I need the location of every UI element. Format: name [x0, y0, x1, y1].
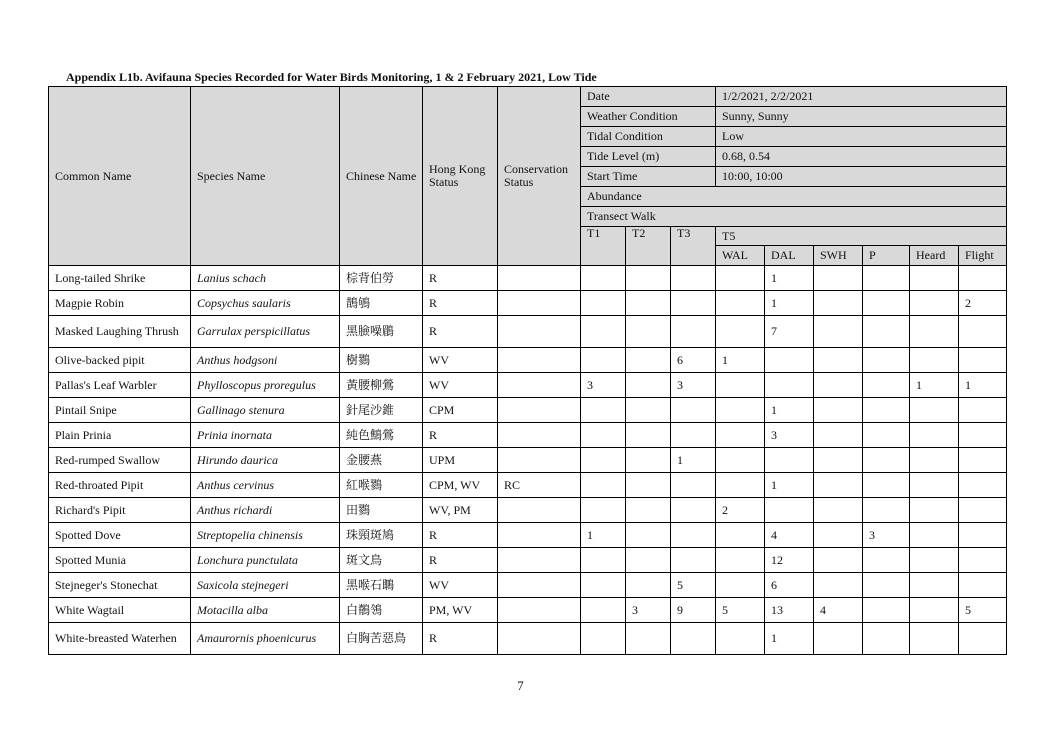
flight-count-cell [959, 348, 1007, 373]
hk-status-cell: R [423, 548, 498, 573]
chinese-name-cell: 純色鷦鶯 [340, 423, 423, 448]
meta-label-weather: Weather Condition [581, 107, 716, 127]
heard-count-cell [910, 573, 959, 598]
wal-count-cell [716, 473, 765, 498]
t3-count-cell [671, 473, 716, 498]
p-count-cell [863, 598, 910, 623]
t1-count-cell [581, 291, 626, 316]
species-name-cell: Amaurornis phoenicurus [191, 623, 340, 655]
transect-header-t2: T2 [626, 227, 671, 266]
flight-count-cell [959, 623, 1007, 655]
hk-status-cell: PM, WV [423, 598, 498, 623]
swh-count-cell [814, 623, 863, 655]
conservation-status-cell [498, 498, 581, 523]
hk-status-cell: UPM [423, 448, 498, 473]
common-name-cell: Red-throated Pipit [49, 473, 191, 498]
p-count-cell [863, 473, 910, 498]
table-row [49, 348, 1007, 373]
species-name-cell: Copsychus saularis [191, 291, 340, 316]
dal-count-cell: 1 [765, 398, 814, 423]
t3-count-cell [671, 523, 716, 548]
wal-count-cell [716, 573, 765, 598]
common-name-cell: Stejneger's Stonechat [49, 573, 191, 598]
table-row [49, 623, 1007, 655]
t3-count-cell [671, 623, 716, 655]
subcol-header-heard: Heard [910, 246, 959, 266]
t2-count-cell [626, 423, 671, 448]
p-count-cell [863, 448, 910, 473]
chinese-name-cell: 田鷚 [340, 498, 423, 523]
subcol-header-p: P [863, 246, 910, 266]
flight-count-cell [959, 498, 1007, 523]
table-row [49, 573, 1007, 598]
swh-count-cell: 4 [814, 598, 863, 623]
hk-status-cell: R [423, 291, 498, 316]
t3-count-cell [671, 423, 716, 448]
swh-count-cell [814, 398, 863, 423]
meta-value-date: 1/2/2021, 2/2/2021 [716, 87, 1007, 107]
t1-count-cell [581, 316, 626, 348]
wal-count-cell [716, 548, 765, 573]
heard-count-cell [910, 598, 959, 623]
dal-count-cell: 1 [765, 291, 814, 316]
page-number: 7 [517, 678, 524, 693]
meta-label-date: Date [581, 87, 716, 107]
hk-status-cell: R [423, 266, 498, 291]
subcol-header-wal: WAL [716, 246, 765, 266]
t3-count-cell [671, 266, 716, 291]
swh-count-cell [814, 266, 863, 291]
t1-count-cell: 3 [581, 373, 626, 398]
chinese-name-cell: 斑文鳥 [340, 548, 423, 573]
species-name-cell: Lanius schach [191, 266, 340, 291]
p-count-cell [863, 548, 910, 573]
species-name-cell: Saxicola stejnegeri [191, 573, 340, 598]
dal-count-cell: 3 [765, 423, 814, 448]
heard-count-cell [910, 266, 959, 291]
swh-count-cell [814, 448, 863, 473]
common-name-cell: Long-tailed Shrike [49, 266, 191, 291]
heard-count-cell [910, 348, 959, 373]
t2-count-cell [626, 266, 671, 291]
chinese-name-cell: 珠頸斑鳩 [340, 523, 423, 548]
species-name-cell: Phylloscopus proregulus [191, 373, 340, 398]
transect-header-t1: T1 [581, 227, 626, 266]
swh-count-cell [814, 573, 863, 598]
conservation-status-cell [498, 316, 581, 348]
t3-count-cell [671, 316, 716, 348]
swh-count-cell [814, 373, 863, 398]
dal-count-cell: 7 [765, 316, 814, 348]
heard-count-cell [910, 498, 959, 523]
flight-count-cell [959, 448, 1007, 473]
common-name-cell: Olive-backed pipit [49, 348, 191, 373]
t3-count-cell [671, 548, 716, 573]
dal-count-cell: 13 [765, 598, 814, 623]
flight-count-cell [959, 473, 1007, 498]
p-count-cell [863, 373, 910, 398]
species-name-cell: Prinia inornata [191, 423, 340, 448]
conservation-status-cell [498, 548, 581, 573]
wal-count-cell: 5 [716, 598, 765, 623]
t1-count-cell [581, 473, 626, 498]
t1-count-cell [581, 423, 626, 448]
flight-count-cell [959, 266, 1007, 291]
conservation-status-cell: RC [498, 473, 581, 498]
table-row [49, 398, 1007, 423]
common-name-cell: Pallas's Leaf Warbler [49, 373, 191, 398]
t1-count-cell [581, 548, 626, 573]
dal-count-cell: 6 [765, 573, 814, 598]
wal-count-cell: 1 [716, 348, 765, 373]
meta-label-start-time: Start Time [581, 167, 716, 187]
t2-count-cell [626, 573, 671, 598]
chinese-name-cell: 黑臉噪鶥 [340, 316, 423, 348]
table-row [49, 266, 1007, 291]
conservation-status-cell [498, 373, 581, 398]
flight-count-cell [959, 398, 1007, 423]
species-table [48, 86, 1007, 655]
t3-count-cell: 9 [671, 598, 716, 623]
t3-count-cell: 3 [671, 373, 716, 398]
flight-count-cell [959, 316, 1007, 348]
swh-count-cell [814, 473, 863, 498]
hk-status-cell: CPM [423, 398, 498, 423]
wal-count-cell [716, 523, 765, 548]
p-count-cell [863, 623, 910, 655]
common-name-cell: Red-rumped Swallow [49, 448, 191, 473]
t3-count-cell [671, 291, 716, 316]
meta-value-tidal: Low [716, 127, 1007, 147]
t3-count-cell: 6 [671, 348, 716, 373]
heard-count-cell [910, 316, 959, 348]
species-name-cell: Garrulax perspicillatus [191, 316, 340, 348]
swh-count-cell [814, 423, 863, 448]
flight-count-cell [959, 573, 1007, 598]
col-header-common-name: Common Name [49, 87, 191, 266]
heard-count-cell [910, 448, 959, 473]
swh-count-cell [814, 548, 863, 573]
heard-count-cell [910, 548, 959, 573]
heard-count-cell [910, 473, 959, 498]
t2-count-cell [626, 448, 671, 473]
wal-count-cell [716, 423, 765, 448]
t2-count-cell: 3 [626, 598, 671, 623]
col-header-species-name: Species Name [191, 87, 340, 266]
swh-count-cell [814, 523, 863, 548]
flight-count-cell: 5 [959, 598, 1007, 623]
conservation-status-cell [498, 398, 581, 423]
dal-count-cell: 1 [765, 623, 814, 655]
t1-count-cell [581, 348, 626, 373]
chinese-name-cell: 鵲鴝 [340, 291, 423, 316]
hk-status-cell: CPM, WV [423, 473, 498, 498]
flight-count-cell [959, 423, 1007, 448]
transect-header-t5: T5 [716, 227, 1007, 246]
meta-value-tide-level: 0.68, 0.54 [716, 147, 1007, 167]
dal-count-cell: 12 [765, 548, 814, 573]
t1-count-cell [581, 573, 626, 598]
hk-status-cell: WV [423, 573, 498, 598]
flight-count-cell: 1 [959, 373, 1007, 398]
species-name-cell: Lonchura punctulata [191, 548, 340, 573]
t2-count-cell [626, 498, 671, 523]
p-count-cell [863, 573, 910, 598]
common-name-cell: White-breasted Waterhen [49, 623, 191, 655]
col-header-conservation-status: Conservation Status [498, 87, 581, 266]
common-name-cell: Pintail Snipe [49, 398, 191, 423]
swh-count-cell [814, 316, 863, 348]
meta-value-start-time: 10:00, 10:00 [716, 167, 1007, 187]
t1-count-cell [581, 448, 626, 473]
common-name-cell: Spotted Munia [49, 548, 191, 573]
hk-status-cell: WV [423, 348, 498, 373]
chinese-name-cell: 金腰燕 [340, 448, 423, 473]
common-name-cell: White Wagtail [49, 598, 191, 623]
dal-count-cell [765, 498, 814, 523]
p-count-cell [863, 423, 910, 448]
t3-count-cell [671, 398, 716, 423]
table-caption: Appendix L1b. Avifauna Species Recorded for Water Birds Monitoring, 1 & 2 February 2021, Low Tide [66, 70, 597, 84]
conservation-status-cell [498, 523, 581, 548]
dal-count-cell: 1 [765, 473, 814, 498]
subcol-header-swh: SWH [814, 246, 863, 266]
chinese-name-cell: 白胸苦惡鳥 [340, 623, 423, 655]
common-name-cell: Richard's Pipit [49, 498, 191, 523]
hk-status-cell: WV [423, 373, 498, 398]
p-count-cell [863, 316, 910, 348]
species-name-cell: Anthus hodgsoni [191, 348, 340, 373]
chinese-name-cell: 黑喉石䳭 [340, 573, 423, 598]
chinese-name-cell: 棕背伯勞 [340, 266, 423, 291]
p-count-cell [863, 266, 910, 291]
swh-count-cell [814, 498, 863, 523]
flight-count-cell [959, 548, 1007, 573]
t1-count-cell [581, 498, 626, 523]
wal-count-cell [716, 373, 765, 398]
meta-label-tide-level: Tide Level (m) [581, 147, 716, 167]
conservation-status-cell [498, 573, 581, 598]
dal-count-cell [765, 373, 814, 398]
common-name-cell: Masked Laughing Thrush [49, 316, 191, 348]
swh-count-cell [814, 348, 863, 373]
hk-status-cell: R [423, 423, 498, 448]
meta-label-tidal: Tidal Condition [581, 127, 716, 147]
heard-count-cell [910, 398, 959, 423]
wal-count-cell: 2 [716, 498, 765, 523]
t1-count-cell: 1 [581, 523, 626, 548]
subcol-header-dal: DAL [765, 246, 814, 266]
t2-count-cell [626, 373, 671, 398]
transect-walk-header: Transect Walk [581, 207, 1007, 227]
abundance-header: Abundance [581, 187, 1007, 207]
table-row [49, 448, 1007, 473]
p-count-cell: 3 [863, 523, 910, 548]
common-name-cell: Plain Prinia [49, 423, 191, 448]
common-name-cell: Spotted Dove [49, 523, 191, 548]
flight-count-cell [959, 523, 1007, 548]
species-name-cell: Gallinago stenura [191, 398, 340, 423]
wal-count-cell [716, 291, 765, 316]
species-name-cell: Anthus cervinus [191, 473, 340, 498]
hk-status-cell: R [423, 316, 498, 348]
table-row [49, 473, 1007, 498]
conservation-status-cell [498, 623, 581, 655]
table-row [49, 423, 1007, 448]
table-row [49, 291, 1007, 316]
t1-count-cell [581, 623, 626, 655]
p-count-cell [863, 291, 910, 316]
t2-count-cell [626, 523, 671, 548]
t3-count-cell [671, 498, 716, 523]
hk-status-cell: WV, PM [423, 498, 498, 523]
t1-count-cell [581, 266, 626, 291]
heard-count-cell [910, 623, 959, 655]
table-row [49, 316, 1007, 348]
table-row [49, 373, 1007, 398]
t2-count-cell [626, 291, 671, 316]
p-count-cell [863, 498, 910, 523]
p-count-cell [863, 398, 910, 423]
t2-count-cell [626, 316, 671, 348]
col-header-chinese-name: Chinese Name [340, 87, 423, 266]
wal-count-cell [716, 266, 765, 291]
t2-count-cell [626, 548, 671, 573]
dal-count-cell [765, 448, 814, 473]
dal-count-cell: 1 [765, 266, 814, 291]
chinese-name-cell: 紅喉鷚 [340, 473, 423, 498]
hk-status-cell: R [423, 623, 498, 655]
p-count-cell [863, 348, 910, 373]
chinese-name-cell: 樹鷚 [340, 348, 423, 373]
table-row [49, 548, 1007, 573]
heard-count-cell: 1 [910, 373, 959, 398]
dal-count-cell [765, 348, 814, 373]
table-row [49, 523, 1007, 548]
wal-count-cell [716, 398, 765, 423]
meta-value-weather: Sunny, Sunny [716, 107, 1007, 127]
t3-count-cell: 5 [671, 573, 716, 598]
conservation-status-cell [498, 291, 581, 316]
conservation-status-cell [498, 266, 581, 291]
chinese-name-cell: 白鶺鴒 [340, 598, 423, 623]
conservation-status-cell [498, 448, 581, 473]
conservation-status-cell [498, 423, 581, 448]
swh-count-cell [814, 291, 863, 316]
common-name-cell: Magpie Robin [49, 291, 191, 316]
table-row [49, 498, 1007, 523]
t3-count-cell: 1 [671, 448, 716, 473]
t2-count-cell [626, 348, 671, 373]
species-name-cell: Motacilla alba [191, 598, 340, 623]
heard-count-cell [910, 423, 959, 448]
hk-status-cell: R [423, 523, 498, 548]
dal-count-cell: 4 [765, 523, 814, 548]
species-name-cell: Streptopelia chinensis [191, 523, 340, 548]
conservation-status-cell [498, 348, 581, 373]
t2-count-cell [626, 398, 671, 423]
table-row [49, 598, 1007, 623]
t2-count-cell [626, 473, 671, 498]
t1-count-cell [581, 398, 626, 423]
chinese-name-cell: 針尾沙錐 [340, 398, 423, 423]
subcol-header-flight: Flight [959, 246, 1007, 266]
heard-count-cell [910, 291, 959, 316]
chinese-name-cell: 黃腰柳鶯 [340, 373, 423, 398]
col-header-hk-status: Hong Kong Status [423, 87, 498, 266]
transect-header-t3: T3 [671, 227, 716, 266]
species-name-cell: Hirundo daurica [191, 448, 340, 473]
wal-count-cell [716, 448, 765, 473]
wal-count-cell [716, 623, 765, 655]
conservation-status-cell [498, 598, 581, 623]
species-name-cell: Anthus richardi [191, 498, 340, 523]
heard-count-cell [910, 523, 959, 548]
t2-count-cell [626, 623, 671, 655]
t1-count-cell [581, 598, 626, 623]
wal-count-cell [716, 316, 765, 348]
flight-count-cell: 2 [959, 291, 1007, 316]
